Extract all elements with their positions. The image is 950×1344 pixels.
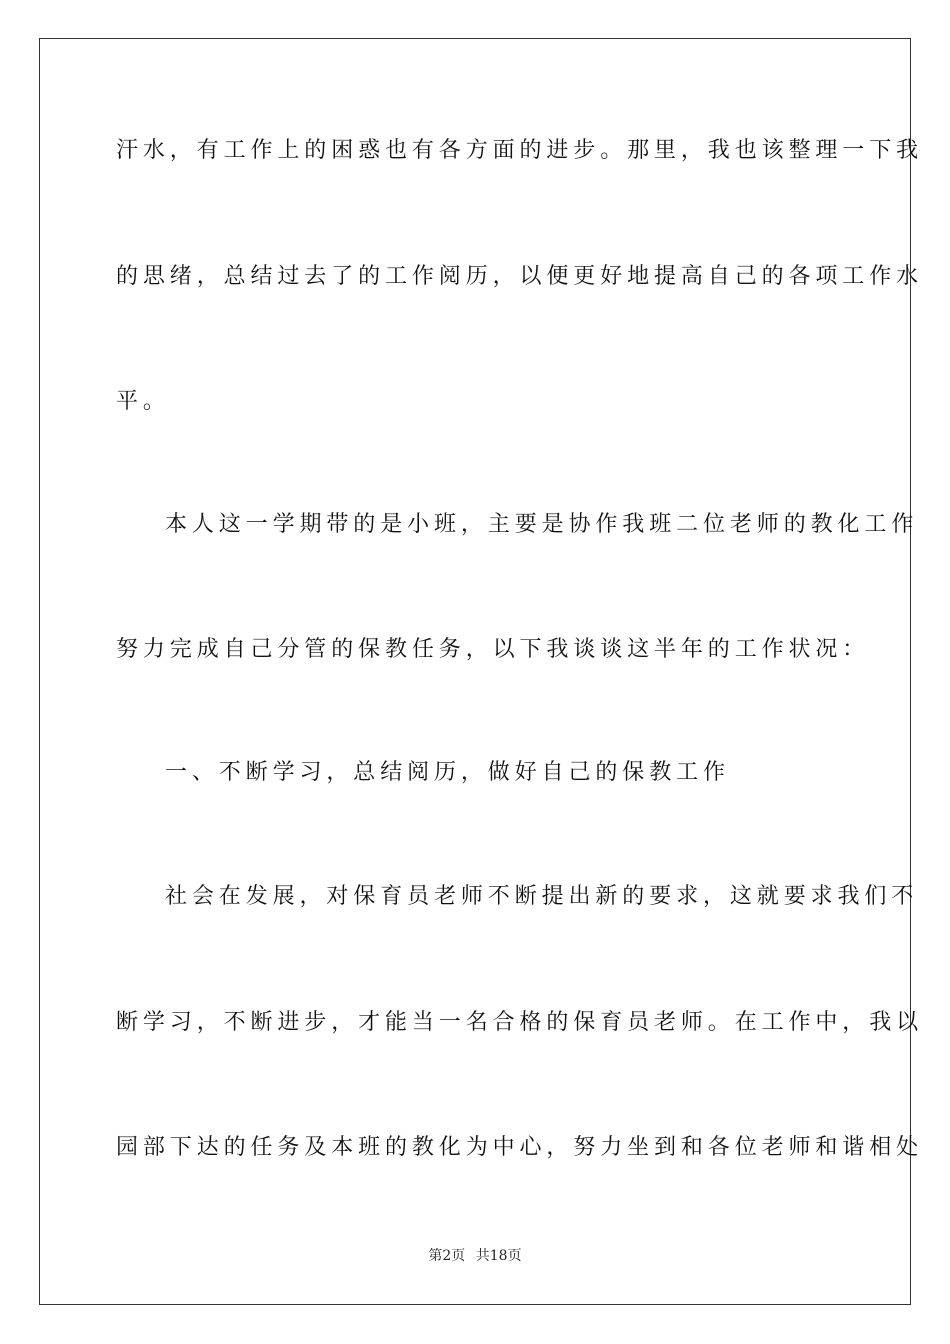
paragraph-body-line-1: 社会在发展，对保育员老师不断提出新的要求，这就要求我们不 (165, 884, 919, 909)
body-text-line-3: 平。 (116, 389, 170, 414)
page-number: 第2页 (428, 1248, 466, 1264)
paragraph-intro-line-1: 本人这一学期带的是小班，主要是协作我班二位老师的教化工作 (165, 512, 919, 537)
paragraph-body-line-2: 断学习，不断进步，才能当一名合格的保育员老师。在工作中，我以 (116, 1010, 924, 1035)
paragraph-body-line-3: 园部下达的任务及本班的教化为中心，努力坐到和各位老师和谐相处 (116, 1135, 924, 1160)
page-border (39, 38, 924, 1305)
body-text-line-2: 的思绪，总结过去了的工作阅历，以便更好地提高自己的各项工作水 (116, 264, 924, 289)
page-footer (0, 1247, 950, 1265)
body-text-line-1: 汗水，有工作上的困惑也有各方面的进步。那里，我也该整理一下我 (116, 138, 924, 163)
paragraph-intro-line-2: 努力完成自己分管的保教任务，以下我谈谈这半年的工作状况： (116, 637, 870, 662)
section-heading: 一、不断学习，总结阅历，做好自己的保教工作 (165, 760, 730, 785)
page-total: 共18页 (475, 1248, 522, 1264)
